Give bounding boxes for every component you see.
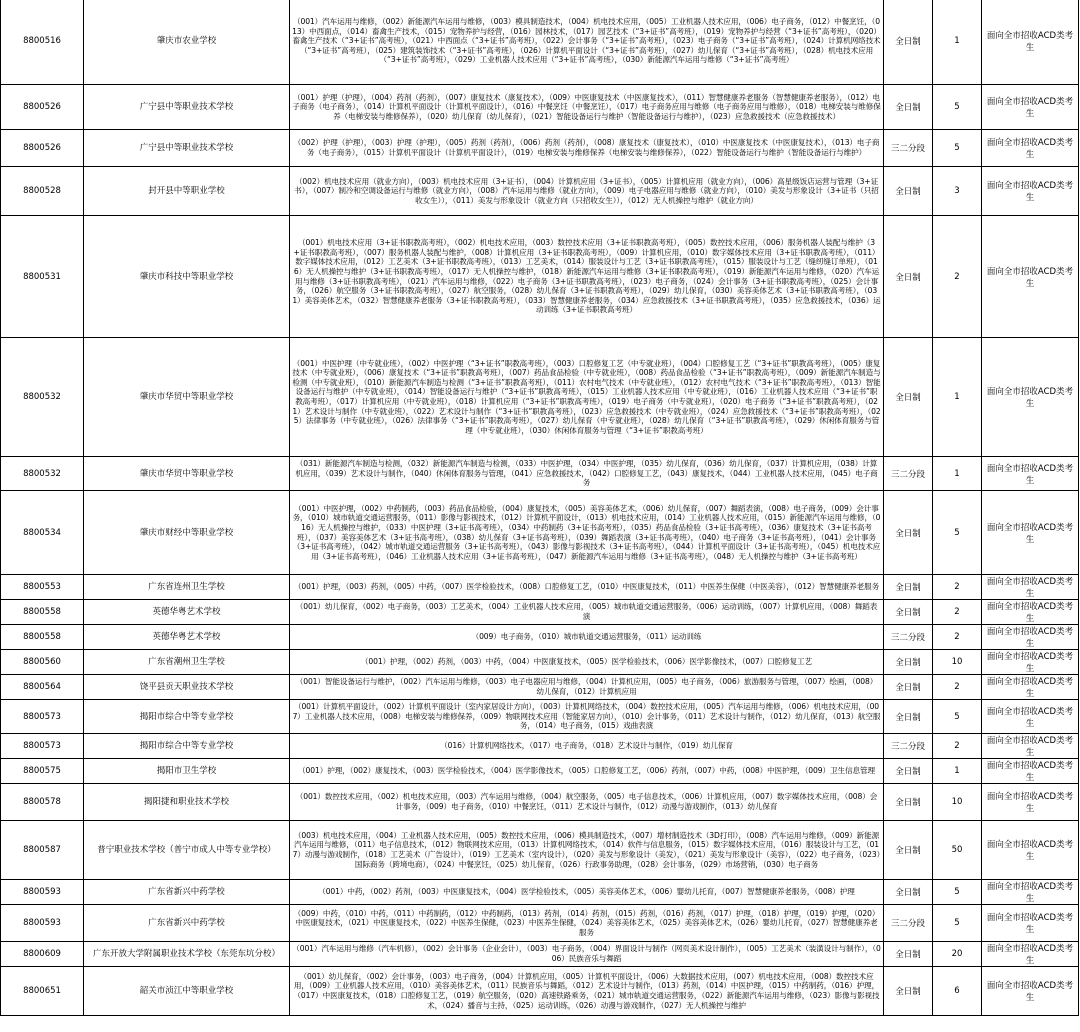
row-plan-count: 50 <box>933 821 982 880</box>
row-majors: （001）计算机平面设计，（002）计算机平面设计（室内家居设计方向），（003）计算机网络技术，（004）数控技术应用，（005）汽车运用与维修，（006）机电技术应用，（007）工业机器人技术应用，（008）电梯安装与维修保养，（009）物联网技术应用（智能家居方向），（010）会计事务，（011）艺术设计与制作，（012）幼儿保育，（013）航空服务，（014）电子商务，（015）戏曲表演 <box>290 700 884 734</box>
row-enrollment-scope: 面向全市招收ACD类考生 <box>982 821 1079 880</box>
table-row <box>1 821 1079 880</box>
row-plan-count: 5 <box>933 905 982 942</box>
row-school-name: 肇庆市科技中等职业学校 <box>84 216 290 338</box>
row-study-type: 全日制 <box>884 167 933 216</box>
row-enrollment-scope: 面向全市招收ACD类考生 <box>982 734 1079 759</box>
row-enrollment-scope: 面向全市招收ACD类考生 <box>982 967 1079 1016</box>
table-row <box>1 625 1079 650</box>
row-school-name: 英德华粤艺术学校 <box>84 600 290 625</box>
table-row <box>1 575 1079 600</box>
row-study-type: 全日制 <box>884 338 933 457</box>
row-study-type: 全日制 <box>884 675 933 700</box>
row-school-name: 揭阳市综合中等专业学校 <box>84 700 290 734</box>
row-plan-count: 5 <box>933 85 982 130</box>
row-code: 8800587 <box>1 821 84 880</box>
table-row <box>1 85 1079 130</box>
row-school-name: 广东省新兴中药学校 <box>84 905 290 942</box>
row-code: 8800534 <box>1 491 84 575</box>
row-school-name: 广宁县中等职业技术学校 <box>84 85 290 130</box>
row-school-name: 广东省新兴中药学校 <box>84 880 290 905</box>
row-plan-count: 2 <box>933 734 982 759</box>
row-enrollment-scope: 面向全市招收ACD类考生 <box>982 338 1079 457</box>
row-plan-count: 2 <box>933 625 982 650</box>
row-enrollment-scope: 面向全市招收ACD类考生 <box>982 905 1079 942</box>
row-study-type: 全日制 <box>884 85 933 130</box>
row-plan-count: 2 <box>933 216 982 338</box>
row-enrollment-scope: 面向全市招收ACD类考生 <box>982 625 1079 650</box>
row-plan-count: 1 <box>933 759 982 784</box>
table-row <box>1 216 1079 338</box>
table-row <box>1 338 1079 457</box>
row-plan-count: 5 <box>933 880 982 905</box>
row-enrollment-scope: 面向全市招收ACD类考生 <box>982 575 1079 600</box>
row-plan-count: 1 <box>933 457 982 491</box>
table-row <box>1 650 1079 675</box>
row-majors: （001）汽车运用与维修（汽车机修），（002）会计事务（企业会计），（003）电子商务，（004）界面设计与制作（网页美术设计制作），（005）工艺美术（装潢设计与制作），（006）民族音乐与舞蹈 <box>290 942 884 967</box>
table-row <box>1 491 1079 575</box>
row-code: 8800651 <box>1 967 84 1016</box>
row-plan-count: 5 <box>933 491 982 575</box>
row-study-type: 全日制 <box>884 942 933 967</box>
row-study-type: 全日制 <box>884 821 933 880</box>
row-majors: （001）中药，（002）药剂，（003）中医康复技术，（004）医学检验技术，（005）美容美体艺术，（006）婴幼儿托育，（007）智慧健康养老服务，（008）护理 <box>290 880 884 905</box>
table-row <box>1 457 1079 491</box>
table-row <box>1 880 1079 905</box>
row-code: 8800573 <box>1 734 84 759</box>
row-enrollment-scope: 面向全市招收ACD类考生 <box>982 216 1079 338</box>
row-school-name: 揭阳市卫生学校 <box>84 759 290 784</box>
row-plan-count: 5 <box>933 130 982 167</box>
row-majors: （001）幼儿保育，（002）电子商务，（003）工艺美术，（004）工业机器人技术应用，（005）城市轨道交通运营服务，（006）运动训练，（007）计算机应用，（008）舞蹈表演 <box>290 600 884 625</box>
row-code: 8800531 <box>1 216 84 338</box>
row-study-type: 全日制 <box>884 880 933 905</box>
row-majors: （031）新能源汽车制造与检测，（032）新能源汽车制造与检测，（033）中医护理，（034）中医护理，（035）幼儿保育，（036）幼儿保育，（037）计算机应用，（038）计算机应用，（039）艺术设计与制作，（040）休闲体育服务与管理，（041）应急救援技术，（042）口腔修复工艺，（043）康复技术，（044）工业机器人技术应用，（045）电子商务 <box>290 457 884 491</box>
row-code: 8800578 <box>1 784 84 821</box>
row-enrollment-scope: 面向全市招收ACD类考生 <box>982 167 1079 216</box>
row-plan-count: 1 <box>933 338 982 457</box>
row-school-name: 肇庆市财经中等职业学校 <box>84 491 290 575</box>
row-school-name: 肇庆市华贸中等职业学校 <box>84 338 290 457</box>
row-code: 8800532 <box>1 338 84 457</box>
row-study-type: 全日制 <box>884 650 933 675</box>
row-school-name: 封开县中等职业学校 <box>84 167 290 216</box>
row-majors: （001）护理，（002）药剂，（003）中药，（004）中医康复技术，（005）医学检验技术，（006）医学影像技术，（007）口腔修复工艺 <box>290 650 884 675</box>
row-code: 8800609 <box>1 942 84 967</box>
row-study-type: 全日制 <box>884 0 933 85</box>
admission-table-body <box>1 0 1079 1016</box>
row-plan-count: 1 <box>933 0 982 85</box>
row-code: 8800516 <box>1 0 84 85</box>
row-code: 8800564 <box>1 675 84 700</box>
row-plan-count: 2 <box>933 575 982 600</box>
row-school-name: 揭阳捷和职业技术学校 <box>84 784 290 821</box>
row-enrollment-scope: 面向全市招收ACD类考生 <box>982 600 1079 625</box>
row-code: 8800575 <box>1 759 84 784</box>
row-majors: （001）护理（护理），（004）药剂（药剂），（007）康复技术（康复技术），（009）中医康复技术（中医康复技术），（011）智慧健康养老服务（智慧健康养老服务），（012）电子商务（电子商务），（014）计算机平面设计（计算机平面设计），（016）中餐烹饪（中餐烹饪），（017）电子商务应用与维修（电子商务应用与维修），（018）电梯安装与维修保养（电梯安装与维修保养），（020）幼儿保育（幼儿保育），（021）智能设备运行与维护（智能设备运行与维护），（023）应急救援技术（应急救援技术） <box>290 85 884 130</box>
row-study-type: 全日制 <box>884 759 933 784</box>
table-row <box>1 759 1079 784</box>
row-enrollment-scope: 面向全市招收ACD类考生 <box>982 759 1079 784</box>
row-majors: （001）护理，（002）康复技术，（003）医学检验技术，（004）医学影像技术，（005）口腔修复工艺，（006）药剂，（007）中药，（008）中医护理，（009）卫生信息管理 <box>290 759 884 784</box>
table-row <box>1 967 1079 1016</box>
table-row <box>1 130 1079 167</box>
row-plan-count: 5 <box>933 700 982 734</box>
row-study-type: 全日制 <box>884 700 933 734</box>
row-school-name: 普宁职业技术学校（普宁市成人中等专业学校） <box>84 821 290 880</box>
row-enrollment-scope: 面向全市招收ACD类考生 <box>982 0 1079 85</box>
row-enrollment-scope: 面向全市招收ACD类考生 <box>982 457 1079 491</box>
row-code: 8800573 <box>1 700 84 734</box>
row-majors: （001）幼儿保育，（002）会计事务，（003）电子商务，（004）计算机应用，（005）计算机平面设计，（006）大数据技术应用，（007）机电技术应用，（008）数控技术应用，（009）工业机器人技术应用，（010）美容美体艺术，（011）民族音乐与舞蹈，（012）艺术设计与制作，（013）药剂，（014）中医护理，（015）中药制药，（016）护理，（017）中医康复技术，（018）口腔修复工艺，（019）航空服务，（020）高速铁路乘务，（021）城市轨道交通运营服务，（022）新能源汽车运用与维修，（023）影像与影视技术，（024）播音与主持，（025）运动训练，（026）动漫与游戏制作，（027）无人机操控与维护 <box>290 967 884 1016</box>
row-enrollment-scope: 面向全市招收ACD类考生 <box>982 650 1079 675</box>
row-code: 8800532 <box>1 457 84 491</box>
row-study-type: 全日制 <box>884 784 933 821</box>
row-school-name: 韶关市浈江中等职业学校 <box>84 967 290 1016</box>
row-plan-count: 3 <box>933 167 982 216</box>
row-study-type: 三二分段 <box>884 905 933 942</box>
row-school-name: 饶平县贡天职业技术学校 <box>84 675 290 700</box>
row-code: 8800560 <box>1 650 84 675</box>
row-study-type: 三二分段 <box>884 130 933 167</box>
row-code: 8800593 <box>1 880 84 905</box>
row-enrollment-scope: 面向全市招收ACD类考生 <box>982 491 1079 575</box>
row-majors: （001）汽车运用与维修，（002）新能源汽车运用与维修，（003）模具制造技术，（004）机电技术应用，（005）工业机器人技术应用，（006）电子商务，（012）中餐烹饪，（013）中西面点，（014）畜禽生产技术，（015）宠物养护与经营，（016）园林技术，（017）园艺技术（“3+证书”高考班），（019）宠物养护与经营（“3+证书”高考班），（020）畜禽生产技术（“3+证书”高考班），（021）中西面点（“3+证书”高考班），（022）会计事务（“3+证书”高考班），（023）电子商务（“3+证书”高考班），（024）计算机网络技术（“3+证书”高考班），（025）建筑装饰技术（“3+证书”高考班），（026）计算机平面设计（“3+证书”高考班），（027）幼儿保育（“3+证书”高考班），（028）机电技术应用（“3+证书”高考班），（029）工业机器人技术应用（“3+证书”高考班），（030）新能源汽车运用与维修（“3+证书”高考班） <box>290 0 884 85</box>
row-majors: （001）护理，（003）药剂，（005）中药，（007）医学检验技术，（008）口腔修复工艺，（010）中医康复技术，（011）中医养生保健（中医美容），（012）智慧健康养老服务 <box>290 575 884 600</box>
row-plan-count: 10 <box>933 650 982 675</box>
row-code: 8800526 <box>1 130 84 167</box>
table-row <box>1 700 1079 734</box>
table-row <box>1 167 1079 216</box>
row-study-type: 全日制 <box>884 600 933 625</box>
row-study-type: 全日制 <box>884 575 933 600</box>
row-study-type: 三二分段 <box>884 457 933 491</box>
row-study-type: 全日制 <box>884 216 933 338</box>
row-school-name: 揭阳市综合中等专业学校 <box>84 734 290 759</box>
table-row <box>1 0 1079 85</box>
row-enrollment-scope: 面向全市招收ACD类考生 <box>982 85 1079 130</box>
row-enrollment-scope: 面向全市招收ACD类考生 <box>982 784 1079 821</box>
row-plan-count: 10 <box>933 784 982 821</box>
row-school-name: 广东省潮州卫生学校 <box>84 650 290 675</box>
row-code: 8800558 <box>1 600 84 625</box>
row-majors: （001）中医护理，（002）中药制药，（003）药品食品检验，（004）康复技术，（005）美容美体艺术，（006）幼儿保育，（007）舞蹈表演，（008）电子商务，（009）会计事务，（010）城市轨道交通运营服务，（011）影像与影视技术，（012）计算机平面设计，（013）机电技术应用，（014）工业机器人技术应用，（015）新能源汽车运用与维修，（016）无人机操控与维护，（033）中医护理（3+证书高考班），（034）中药制药（3+证书高考班），（035）药品食品检验（3+证书高考班），（036）康复技术（3+证书高考班），（037）美容美体艺术（3+证书高考班），（038）幼儿保育（3+证书高考班），（039）舞蹈表演（3+证书高考班），（040）电子商务（3+证书高考班），（041）会计事务（3+证书高考班），（042）城市轨道交通运营服务（3+证书高考班），（043）影像与影视技术（3+证书高考班），（044）计算机平面设计（3+证书高考班），（045）机电技术应用（3+证书高考班），（046）工业机器人技术应用（3+证书高考班），（047）新能源汽车运用与维修（3+证书高考班），（048）无人机操控与维护（3+证书高考班） <box>290 491 884 575</box>
row-majors: （002）护理（护理），（003）护理（护理），（005）药剂（药剂），（006）药剂（药剂），（008）康复技术（康复技术），（010）中医康复技术（中医康复技术），（013）电子商务（电子商务），（015）计算机平面设计（计算机平面设计），（019）电梯安装与维修保养（电梯安装与维修保养），（022）智能设备运行与维护（智能设备运行与维护） <box>290 130 884 167</box>
table-row <box>1 600 1079 625</box>
row-code: 8800558 <box>1 625 84 650</box>
row-study-type: 全日制 <box>884 967 933 1016</box>
row-enrollment-scope: 面向全市招收ACD类考生 <box>982 880 1079 905</box>
row-majors: （001）智能设备运行与维护，（002）汽车运用与维修，（003）电子电器应用与维修，（004）计算机应用，（005）电子商务，（006）旅游服务与管理，（007）绘画，（008）幼儿保育，（012）计算机应用 <box>290 675 884 700</box>
table-row <box>1 784 1079 821</box>
row-majors: （002）机电技术应用（就业方向），（003）机电技术应用（3+证书），（004）计算机应用（3+证书），（005）计算机应用（就业方向），（006）高星级饭店运营与管理（3+证书），（007）制冷和空调设备运行与维修（就业方向），（008）汽车运用与维修（就业方向），（009）电子电器应用与维修（就业方向），（010）美发与形象设计（3+证书（只招收女生）），（011）美发与形象设计（就业方向（只招收女生）），（012）无人机操控与维护（就业方向） <box>290 167 884 216</box>
row-study-type: 三二分段 <box>884 734 933 759</box>
table-row <box>1 905 1079 942</box>
row-school-name: 广宁县中等职业技术学校 <box>84 130 290 167</box>
row-school-name: 广东省连州卫生学校 <box>84 575 290 600</box>
row-enrollment-scope: 面向全市招收ACD类考生 <box>982 130 1079 167</box>
row-majors: （001）数控技术应用，（002）机电技术应用，（003）汽车运用与维修，（004）航空服务，（005）电子信息技术，（006）计算机应用，（007）数字媒体技术应用，（008）会计事务，（009）电子商务，（010）中餐烹饪，（011）艺术设计与制作，（012）动漫与游戏制作，（013）幼儿保育 <box>290 784 884 821</box>
row-majors: （003）机电技术应用，（004）工业机器人技术应用，（005）数控技术应用，（006）模具制造技术，（007）增材制造技术（3D打印），（008）汽车运用与维修，（009）新能源汽车运用与维修，（011）电子信息技术，（012）物联网技术应用，（013）计算机网络技术，（014）软件与信息服务，（015）数字媒体技术应用，（016）服装设计与工艺，（017）动漫与游戏制作，（018）工艺美术（广告设计），（019）工艺美术（室内设计），（020）美发与形象设计（美发），（021）美发与形象设计（美容），（022）电子商务，（023）国际商务（跨境电商），（024）中餐烹饪，（025）幼儿保育，（026）行政事务助理，（028）会计事务，（029）市场营销，（030）电子商务 <box>290 821 884 880</box>
table-row <box>1 734 1079 759</box>
row-plan-count: 6 <box>933 967 982 1016</box>
row-plan-count: 20 <box>933 942 982 967</box>
row-study-type: 全日制 <box>884 491 933 575</box>
row-school-name: 英德华粤艺术学校 <box>84 625 290 650</box>
row-majors: （009）电子商务，（010）城市轨道交通运营服务，（011）运动训练 <box>290 625 884 650</box>
row-code: 8800593 <box>1 905 84 942</box>
row-majors: （016）计算机网络技术，（017）电子商务，（018）艺术设计与制作，（019）幼儿保育 <box>290 734 884 759</box>
row-plan-count: 2 <box>933 600 982 625</box>
row-code: 8800528 <box>1 167 84 216</box>
row-enrollment-scope: 面向全市招收ACD类考生 <box>982 942 1079 967</box>
row-study-type: 三二分段 <box>884 625 933 650</box>
row-school-name: 广东开放大学附属职业技术学校（东莞东坑分校） <box>84 942 290 967</box>
table-row <box>1 942 1079 967</box>
table-row <box>1 675 1079 700</box>
row-plan-count: 2 <box>933 675 982 700</box>
row-majors: （009）中药，（010）中药，（011）中药制药，（012）中药制药，（013）药剂，（014）药剂，（015）药剂，（016）药剂，（017）护理，（018）护理，（019）护理，（020）中医康复技术，（021）中医康复技术，（022）中医养生保健，（023）中医养生保健，（024）美容美体艺术，（025）美容美体艺术，（026）婴幼儿托育，（027）智慧健康养老服务 <box>290 905 884 942</box>
row-school-name: 肇庆市农业学校 <box>84 0 290 85</box>
row-code: 8800526 <box>1 85 84 130</box>
row-school-name: 肇庆市华贸中等职业学校 <box>84 457 290 491</box>
row-majors: （001）机电技术应用（3+证书职教高考班），（002）机电技术应用，（003）数控技术应用（3+证书职教高考班），（005）数控技术应用，（006）服务机器人装配与维护（3+证书职教高考班），（007）服务机器人装配与维护，（008）计算机应用（3+证书职教高考班），（009）计算机应用，（010）数字媒体技术应用（3+证书职教高考班），（011）数字媒体技术应用，（012）工艺美术（3+证书职教高考班），（013）工艺美术，（014）服装设计与工艺（3+证书职教高考班），（015）服装设计与工艺（缝纫缝订单班），（016）无人机操控与维护（3+证书职教高考班），（017）无人机操控与维护，（018）新能源汽车运用与维修（3+证书职教高考班），（019）新能源汽车运用与维修，（020）汽车运用与维修（3+证书职教高考班），（021）汽车运用与维修，（022）电子商务（3+证书职教高考班），（023）电子商务，（024）会计事务（3+证书职教高考班），（025）会计事务，（026）航空服务（3+证书职教高考班），（027）航空服务，（028）幼儿保育（3+证书职教高考班），（029）幼儿保育，（030）美容美体艺术（3+证书职教高考班），（031）美容美体艺术，（032）智慧健康养老服务（3+证书职教高考班），（033）智慧健康养老服务，（034）应急救援技术（3+证书职教高考班），（035）应急救援技术，（036）运动训练（3+证书职教高考班） <box>290 216 884 338</box>
row-enrollment-scope: 面向全市招收ACD类考生 <box>982 700 1079 734</box>
row-majors: （001）中医护理（中专就业班），（002）中医护理（“3+证书”职教高考班），（003）口腔修复工艺（中专就业班），（004）口腔修复工艺（“3+证书”职教高考班），（005）康复技术（中专就业班），（006）康复技术（“3+证书”职教高考班），（007）药品食品检验（中专就业班），（008）药品食品检验（“3+证书”职教高考班），（009）新能源汽车制造与检测（中专就业班），（010）新能源汽车制造与检测（“3+证书”职教高考班），（011）农村电气技术（中专就业班），（012）农村电气技术（“3+证书”职教高考班），（013）智能设备运行与维护（中专就业班），（014）智能设备运行与维护（“3+证书”职教高考班），（015）工业机器人技术应用（中专就业班），（016）工业机器人技术应用（“3+证书”职教高考班），（017）计算机应用（中专就业班），（018）计算机应用（“3+证书”职教高考班），（019）电子商务（中专就业班），（020）电子商务（“3+证书”职教高考班），（021）艺术设计与制作（中专就业班），（022）艺术设计与制作（“3+证书”职教高考班），（023）应急救援技术（中专就业班），（024）应急救援技术（“3+证书”职教高考班），（025）法律事务（中专就业班），（026）法律事务（“3+证书”职教高考班），（027）幼儿保育（中专就业班），（028）幼儿保育（“3+证书”职教高考班），（029）休闲体育服务与管理（中专就业班），（030）休闲体育服务与管理（“3+证书”职教高考班） <box>290 338 884 457</box>
row-enrollment-scope: 面向全市招收ACD类考生 <box>982 675 1079 700</box>
row-code: 8800553 <box>1 575 84 600</box>
